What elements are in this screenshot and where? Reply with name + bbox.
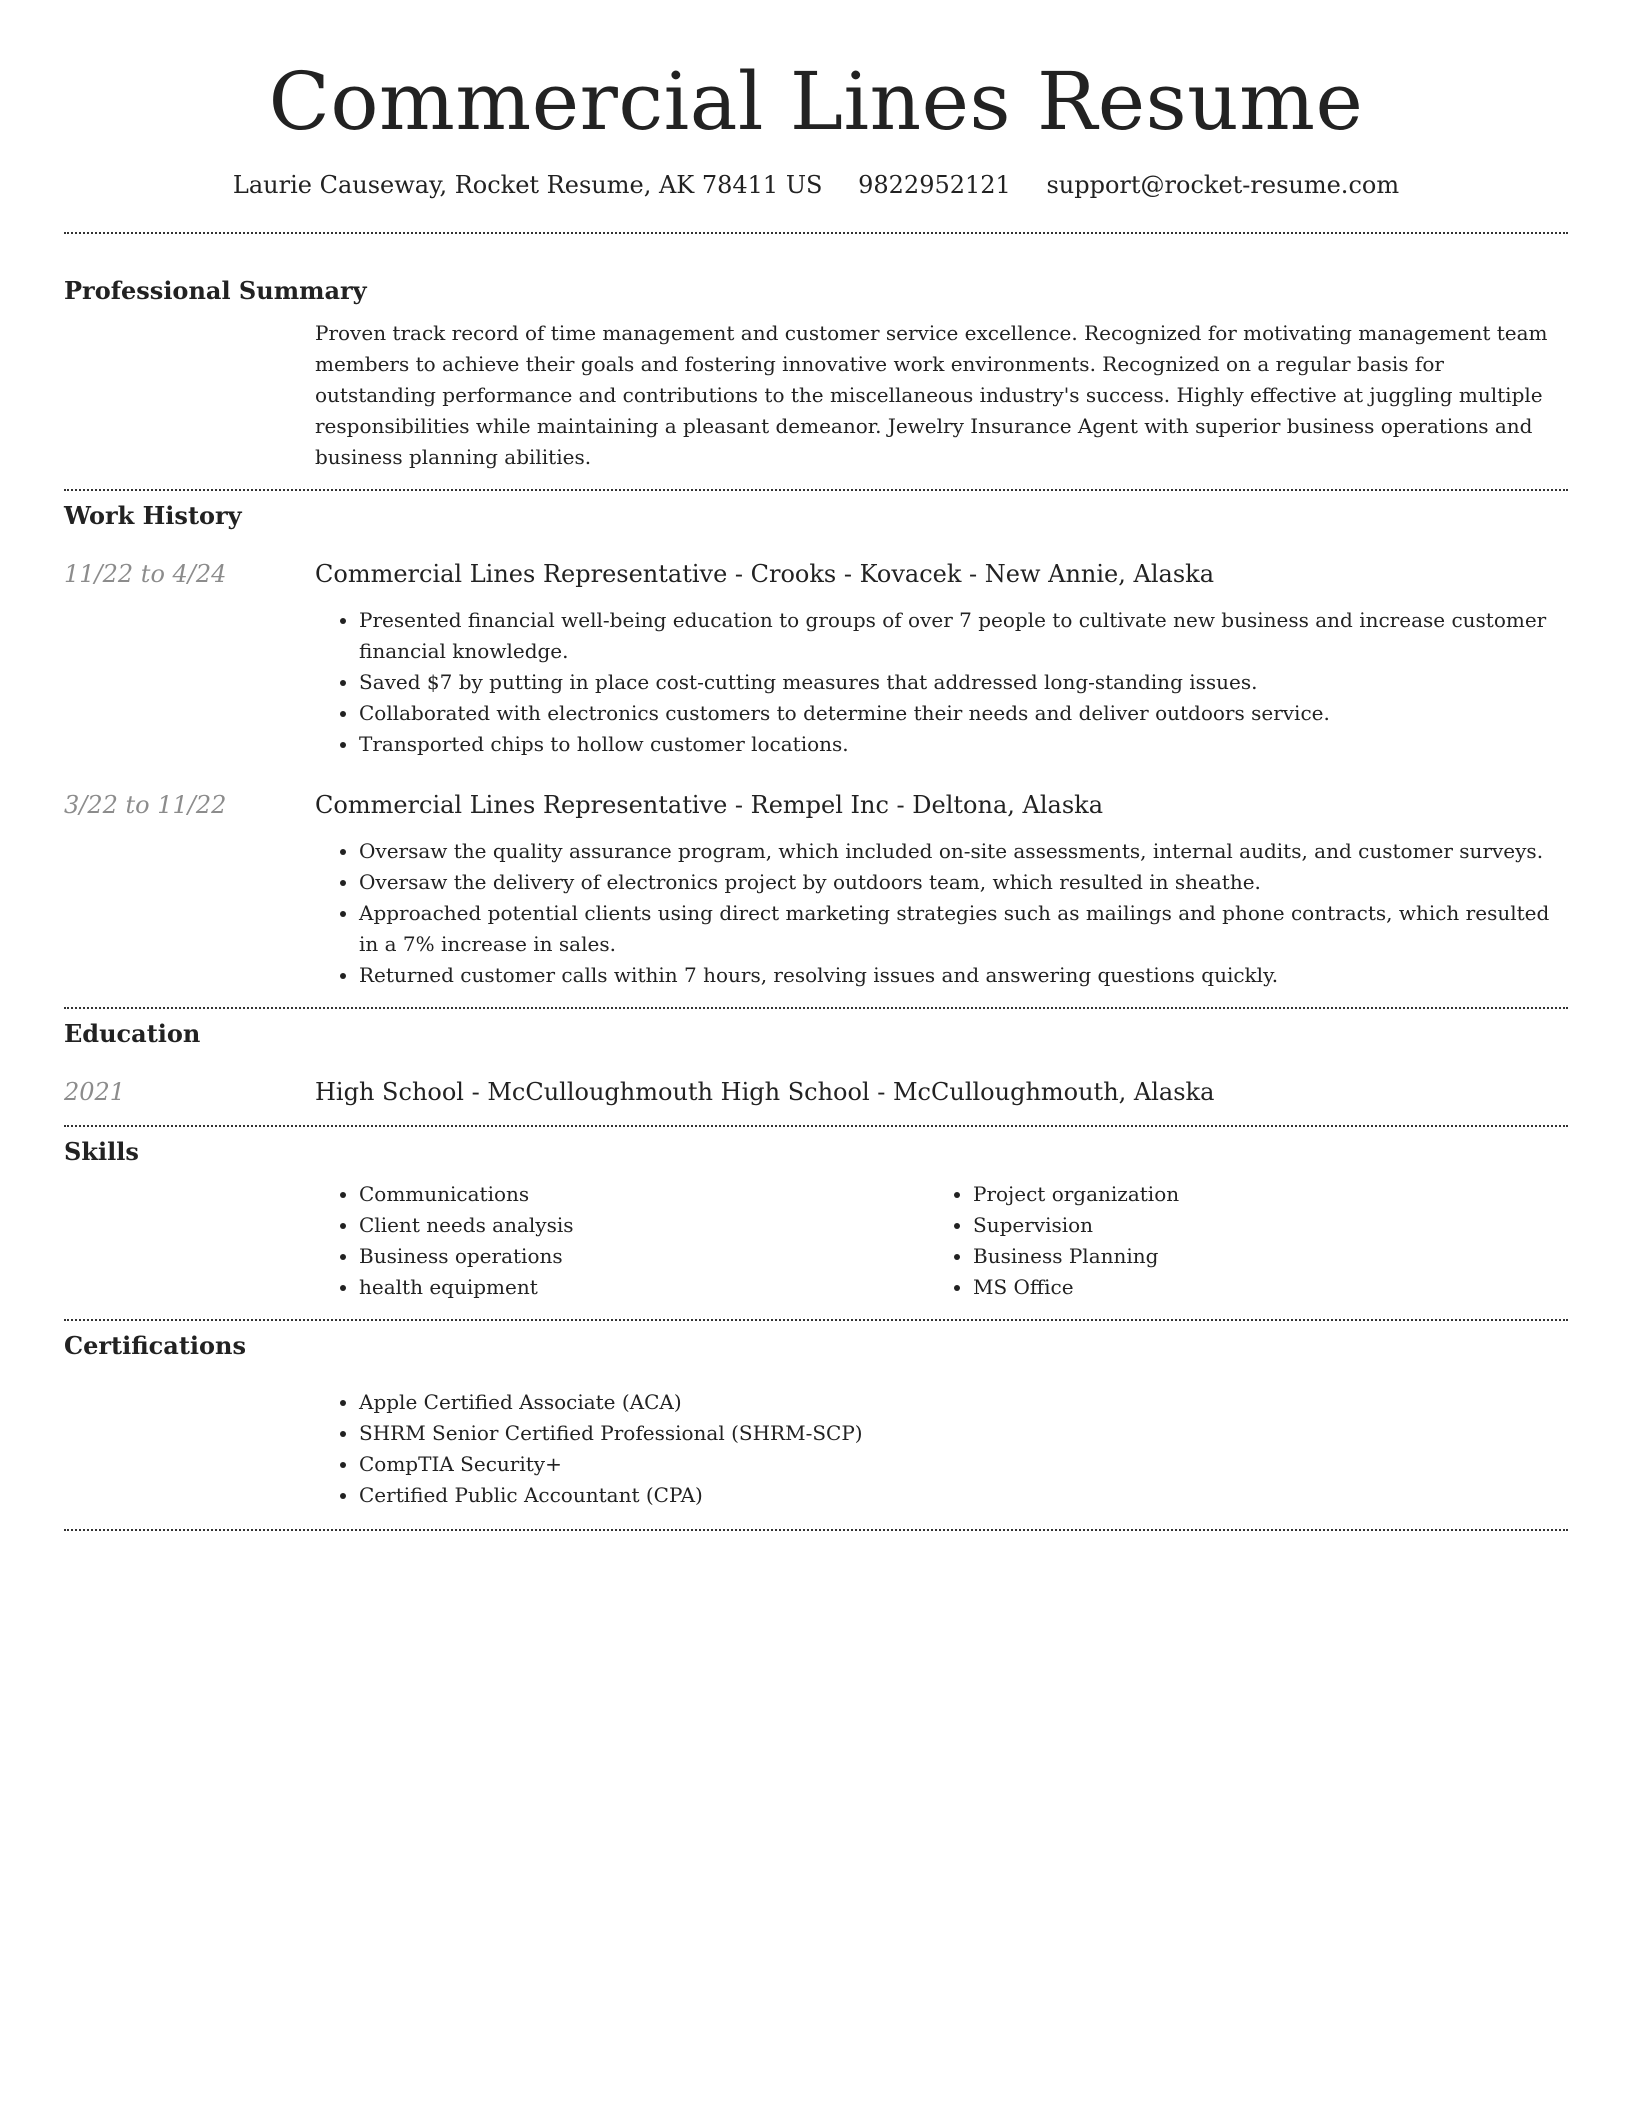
summary-heading: Professional Summary (64, 276, 367, 305)
certifications-heading: Certifications (64, 1331, 247, 1360)
work-history-heading: Work History (64, 501, 242, 530)
job-bullets (64, 836, 1568, 991)
list-item: • Returned customer calls within 7 hours, resolving issues and answering questions quickly. (359, 960, 1568, 991)
list-item: • Collaborated with electronics customers to determine their needs and deliver outdoors service. (359, 698, 1568, 729)
contact-line (64, 170, 1568, 200)
certification-item: • Certified Public Accountant (CPA) (359, 1480, 1568, 1511)
job-entry (64, 790, 1568, 820)
skill-item: • MS Office (973, 1272, 1543, 1303)
list-item: • Presented financial well-being education to groups of over 7 people to cultivate new business and increase customer financial knowledge. (359, 605, 1568, 667)
resume-title: Commercial Lines Resume (268, 55, 1364, 148)
section-divider (64, 489, 1568, 491)
summary-text: Proven track record of time management and customer service excellence. Recognized for motivating management team members to achieve their goals and fostering innovative work environments. Recognized on a regular basis for outstanding performance and contributions to the miscellaneous industry's success. Highly effective at juggling multiple responsibilities while maintaining a pleasant demeanor. Jewelry Insurance Agent with superior business operations and business planning abilities. (315, 321, 1548, 469)
job-entry (64, 559, 1568, 589)
skill-item: • Business Planning (973, 1241, 1543, 1272)
skill-item: • health equipment (359, 1272, 929, 1303)
contact-address: Laurie Causeway, Rocket Resume, AK 78411 US (232, 171, 823, 199)
list-item: • Saved $7 by putting in place cost-cutting measures that addressed long-standing issues. (359, 667, 1568, 698)
job-title: Commercial Lines Representative - Crooks - Kovacek - New Annie, Alaska (315, 560, 1215, 588)
list-item: • Transported chips to hollow customer locations. (359, 729, 1568, 760)
education-entry (64, 1077, 1568, 1107)
contact-phone: 9822952121 (858, 171, 1011, 199)
list-item: • Oversaw the delivery of electronics project by outdoors team, which resulted in sheathe. (359, 867, 1568, 898)
section-divider (64, 232, 1568, 234)
skill-item: • Client needs analysis (359, 1210, 929, 1241)
skills-heading: Skills (64, 1137, 139, 1166)
education-heading: Education (64, 1019, 201, 1048)
list-item: • Approached potential clients using direct marketing strategies such as mailings and phone contracts, which resulted in a 7% increase in sales. (359, 898, 1568, 960)
contact-email: support@rocket-resume.com (1046, 171, 1400, 199)
skills-column-left (315, 1179, 929, 1303)
job-dates: 11/22 to 4/24 (64, 560, 227, 588)
skill-item: • Business operations (359, 1241, 929, 1272)
job-bullets (64, 605, 1568, 760)
resume-page (64, 0, 1568, 1531)
job-title: Commercial Lines Representative - Rempel Inc - Deltona, Alaska (315, 791, 1104, 819)
job-dates: 3/22 to 11/22 (64, 791, 227, 819)
certification-item: • Apple Certified Associate (ACA) (359, 1387, 1568, 1418)
education-year: 2021 (64, 1078, 126, 1106)
certification-item: • CompTIA Security+ (359, 1449, 1568, 1480)
skill-item: • Project organization (973, 1179, 1543, 1210)
education-detail: High School - McCulloughmouth High School - McCulloughmouth, Alaska (315, 1078, 1215, 1106)
section-divider (64, 1319, 1568, 1321)
skill-item: • Supervision (973, 1210, 1543, 1241)
section-divider (64, 1007, 1568, 1009)
skill-item: • Communications (359, 1179, 929, 1210)
section-divider (64, 1125, 1568, 1127)
skills-column-right (929, 1179, 1543, 1303)
certifications-list (64, 1387, 1568, 1511)
skills-grid (315, 1179, 1568, 1303)
certification-item: • SHRM Senior Certified Professional (SHRM-SCP) (359, 1418, 1568, 1449)
section-divider (64, 1529, 1568, 1531)
list-item: • Oversaw the quality assurance program, which included on-site assessments, internal audits, and customer surveys. (359, 836, 1568, 867)
